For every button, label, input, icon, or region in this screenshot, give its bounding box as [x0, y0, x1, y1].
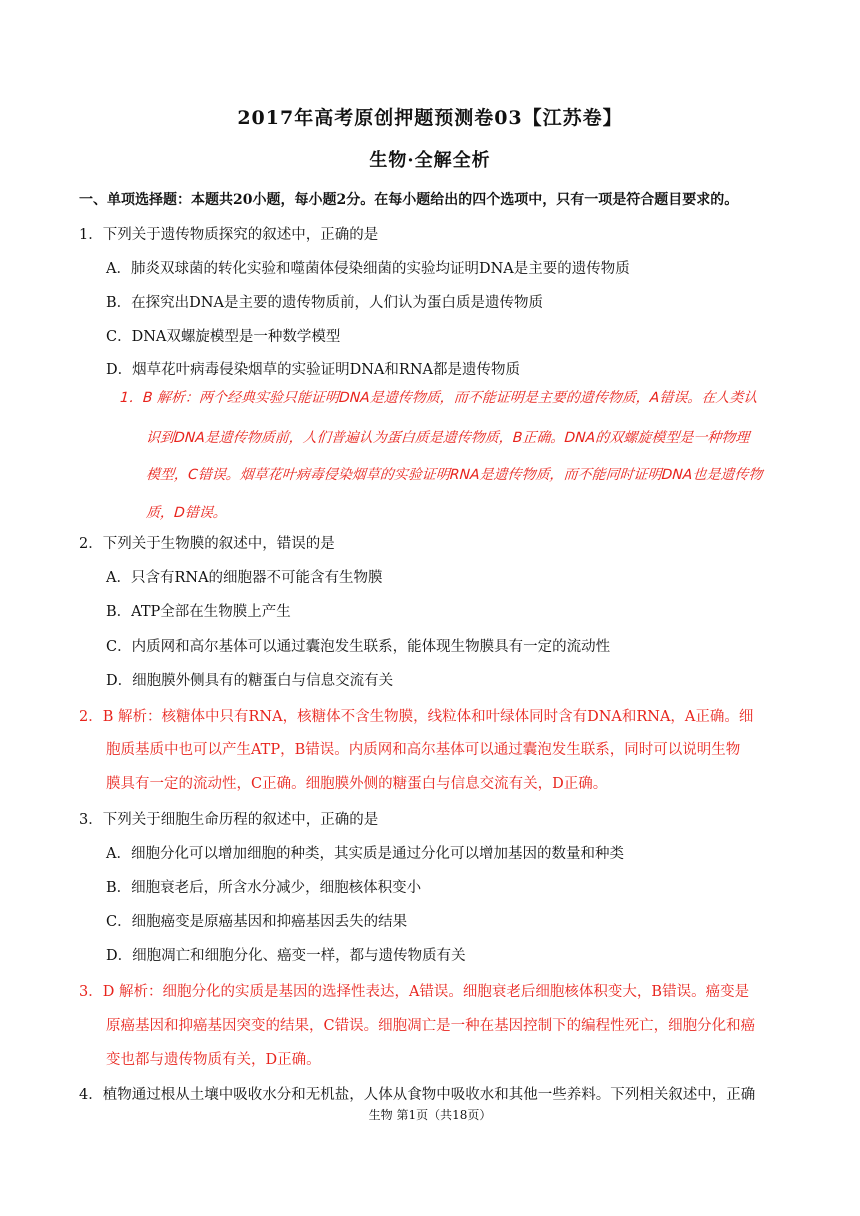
q3-option-d: D．细胞凋亡和细胞分化、癌变一样，都与遗传物质有关: [106, 948, 466, 964]
q2-analysis-line-1: 2．B 解析：核糖体中只有RNA，核糖体不含生物膜，线粒体和叶绿体同时含有DNA和RNA，A正确。细: [79, 709, 754, 725]
q1-analysis-line-2: 识到DNA是遗传物质前，人们普遍认为蛋白质是遗传物质，B正确。DNA的双螺旋模型是一种物理: [145, 430, 750, 446]
q3-analysis-line-1: 3．D 解析：细胞分化的实质是基因的选择性表达，A错误。细胞衰老后细胞核体积变大，B错误。癌变是: [79, 984, 750, 1000]
q2-option-b: B．ATP全部在生物膜上产生: [106, 604, 291, 620]
q4-stem: 4．植物通过根从土壤中吸收水分和无机盐，人体从食物中吸收水和其他一些养料。下列相关叙述中，正确: [79, 1087, 756, 1103]
q3-stem: 3．下列关于细胞生命历程的叙述中，正确的是: [79, 812, 379, 828]
q1-option-b: B．在探究出DNA是主要的遗传物质前，人们认为蛋白质是遗传物质: [106, 295, 543, 311]
q2-analysis-line-2: 胞质基质中也可以产生ATP，B错误。内质网和高尔基体可以通过囊泡发生联系，同时可以说明生物: [106, 742, 741, 758]
q1-option-d: D．烟草花叶病毒侵染烟草的实验证明DNA和RNA都是遗传物质: [106, 362, 520, 378]
q3-analysis-line-2: 原癌基因和抑癌基因突变的结果，C错误。细胞凋亡是一种在基因控制下的编程性死亡，细胞分化和癌: [106, 1018, 756, 1034]
q1-analysis-line-4: 质，D错误。: [145, 505, 228, 521]
q1-analysis-line-3: 模型，C错误。烟草花叶病毒侵染烟草的实验证明RNA是遗传物质，而不能同时证明DNA也是遗传物: [145, 467, 763, 483]
q3-option-a: A．细胞分化可以增加细胞的种类，其实质是通过分化可以增加基因的数量和种类: [106, 846, 624, 862]
q2-stem: 2．下列关于生物膜的叙述中，错误的是: [79, 536, 335, 552]
q1-stem: 1．下列关于遗传物质探究的叙述中，正确的是: [79, 227, 379, 243]
q1-analysis-line-1: 1．B 解析：两个经典实验只能证明DNA是遗传物质，而不能证明是主要的遗传物质，A错误。在人类认: [119, 390, 758, 406]
q2-analysis-line-3: 膜具有一定的流动性，C正确。细胞膜外侧的糖蛋白与信息交流有关，D正确。: [106, 776, 608, 792]
q1-option-c: C．DNA双螺旋模型是一种数学模型: [106, 329, 341, 345]
q2-option-c: C．内质网和高尔基体可以通过囊泡发生联系，能体现生物膜具有一定的流动性: [106, 639, 611, 655]
q3-option-c: C．细胞癌变是原癌基因和抑癌基因丢失的结果: [106, 914, 408, 930]
q1-option-a: A．肺炎双球菌的转化实验和噬菌体侵染细菌的实验均证明DNA是主要的遗传物质: [106, 261, 630, 277]
q2-option-d: D．细胞膜外侧具有的糖蛋白与信息交流有关: [106, 673, 394, 689]
q3-option-b: B．细胞衰老后，所含水分减少，细胞核体积变小: [106, 880, 422, 896]
page-title: 2017年高考原创押题预测卷03【江苏卷】: [237, 107, 623, 129]
section-heading: 一、单项选择题：本题共20小题，每小题2分。在每小题给出的四个选项中，只有一项是符合题目要求的。: [79, 192, 739, 208]
q2-option-a: A．只含有RNA的细胞器不可能含有生物膜: [106, 570, 383, 586]
page-subtitle: 生物·全解全析: [369, 150, 491, 171]
q3-analysis-line-3: 变也都与遗传物质有关，D正确。: [106, 1052, 321, 1068]
page-footer: 生物 第1页（共18页）: [368, 1108, 492, 1122]
